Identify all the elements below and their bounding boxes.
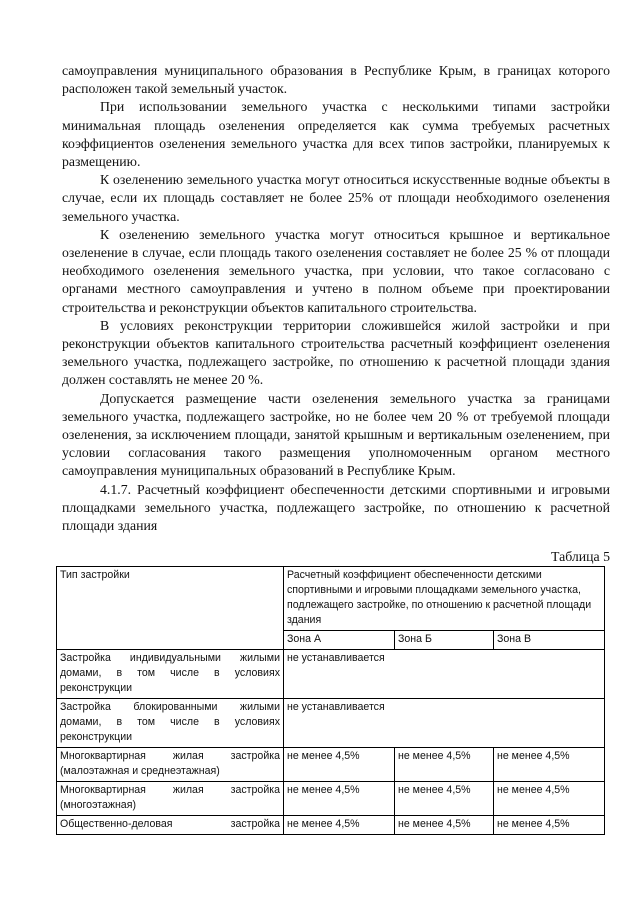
row-merged-value: не устанавливается bbox=[284, 699, 605, 748]
paragraph: В условиях реконструкции территории сложившейся жилой застройки и при реконструкции объектов капитального строительства расчетный коэффициент озеленения земельного участка, подлежащего застройке, по отношению к расчетной площади здания должен составлять не менее 20 %. bbox=[62, 317, 610, 388]
paragraph: К озеленению земельного участка могут относиться искусственные водные объекты в случае, если их площадь составляет не более 25% от площади необходимого озеленения земельного участка. bbox=[62, 172, 610, 224]
row-value-zone-c: не менее 4,5% bbox=[494, 816, 605, 835]
row-value-zone-a: не менее 4,5% bbox=[284, 782, 395, 816]
table-5 bbox=[56, 566, 605, 835]
paragraph: К озеленению земельного участка могут относиться крышное и вертикальное озеленение в случае, если площадь такого озеленения составляет не более 25 % от площади необходимого озеленения земельного участка, при условии, что такое согласовано с органами местного самоуправления и учтено в полном объеме при проектировании строительства и реконструкции объектов капитального строительства. bbox=[62, 226, 610, 315]
row-value-zone-a: не менее 4,5% bbox=[284, 748, 395, 782]
row-building-type: Застройка индивидуальными жилыми домами, в том числе в условиях реконструкции bbox=[57, 650, 284, 699]
row-value-zone-b: не менее 4,5% bbox=[395, 782, 494, 816]
row-building-type: Застройка блокированными жилыми домами, в том числе в условиях реконструкции bbox=[57, 699, 284, 748]
table-row bbox=[57, 699, 605, 748]
row-building-type: Многоквартирная жилая застройка (многоэтажная) bbox=[57, 782, 284, 816]
header-zone-b: Зона Б bbox=[395, 631, 494, 650]
row-value-zone-c: не менее 4,5% bbox=[494, 782, 605, 816]
row-value-zone-b: не менее 4,5% bbox=[395, 748, 494, 782]
row-value-zone-a: не менее 4,5% bbox=[284, 816, 395, 835]
header-building-type: Тип застройки bbox=[57, 567, 284, 650]
row-merged-value: не устанавливается bbox=[284, 650, 605, 699]
table-row bbox=[57, 748, 605, 782]
body-text bbox=[62, 62, 610, 535]
paragraph: При использовании земельного участка с несколькими типами застройки минимальная площадь озеленения определяется как сумма требуемых расчетных коэффициентов озеленения земельного участка для всех типов застройки, планируемых к размещению. bbox=[62, 99, 610, 170]
row-value-zone-b: не менее 4,5% bbox=[395, 816, 494, 835]
row-building-type: Общественно-деловая застройка bbox=[57, 816, 284, 835]
table-row bbox=[57, 782, 605, 816]
header-zone-c: Зона В bbox=[494, 631, 605, 650]
header-coefficient: Расчетный коэффициент обеспеченности детскими спортивными и игровыми площадками земельного участка, подлежащего застройке, по отношению к расчетной площади здания bbox=[284, 567, 605, 631]
table-row bbox=[57, 650, 605, 699]
table-caption: Таблица 5 bbox=[550, 549, 610, 564]
row-value-zone-c: не менее 4,5% bbox=[494, 748, 605, 782]
table-row bbox=[57, 816, 605, 835]
paragraph: Допускается размещение части озеленения земельного участка за границами земельного участка, подлежащего застройке, но не более чем 20 % от требуемой площади озеленения, за исключением площади, занятой крышным и вертикальным озеленением, при условии согласования такого размещения уполномоченным органом местного самоуправления муниципальных образований в Республике Крым. bbox=[62, 390, 610, 479]
table-header-row bbox=[57, 567, 605, 631]
header-zone-a: Зона А bbox=[284, 631, 395, 650]
paragraph: самоуправления муниципального образования в Республике Крым, в границах которого расположен такой земельный участок. bbox=[62, 63, 610, 97]
row-building-type: Многоквартирная жилая застройка (малоэтажная и среднеэтажная) bbox=[57, 748, 284, 782]
section-4-1-7-paragraph: 4.1.7. Расчетный коэффициент обеспеченности детскими спортивными и игровыми площадками земельного участка, подлежащего застройке, по отношению к расчетной площади здания bbox=[62, 481, 610, 534]
